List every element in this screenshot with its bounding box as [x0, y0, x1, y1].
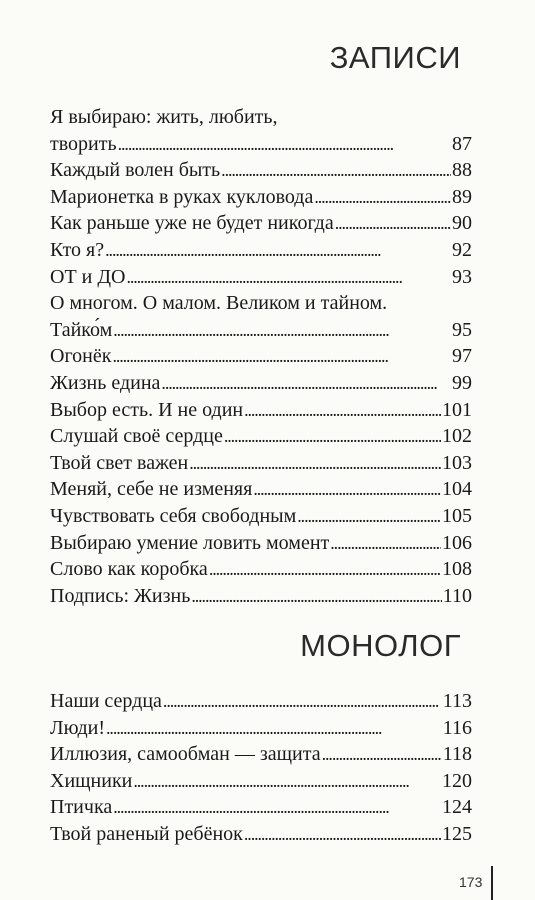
toc-entry-title: Каждый волен быть — [50, 159, 221, 182]
toc-entry-page: 104 — [442, 478, 472, 501]
toc-entry-title: творить — [50, 132, 117, 155]
toc-leader-dots — [209, 556, 441, 583]
toc-leader-dots — [244, 397, 441, 424]
toc-entry — [50, 370, 472, 397]
toc-entry-page: 118 — [442, 743, 472, 766]
toc-leader-dots — [297, 503, 441, 530]
toc-entry-page: 93 — [452, 265, 472, 288]
toc-entry-title: Кто я? — [50, 238, 105, 261]
toc-entry-page: 125 — [442, 822, 472, 845]
toc-entry — [50, 530, 472, 557]
toc-entry — [50, 821, 472, 848]
toc-entry — [50, 476, 472, 503]
toc-entry-title: Марионетка в руках кукловода — [50, 185, 314, 208]
toc-entry-page: 116 — [442, 716, 472, 739]
toc-entry — [50, 688, 472, 715]
toc-leader-dots — [112, 343, 451, 370]
toc-entry-title: Чувствовать себя свободным — [50, 504, 297, 527]
toc-entry-title: Птичка — [50, 796, 113, 819]
toc-entry-page: 110 — [442, 584, 472, 607]
toc-entry — [50, 237, 472, 264]
toc-entry — [50, 556, 472, 583]
toc-entry — [50, 343, 472, 370]
toc-entry-title: Твой раненый ребёнок — [50, 822, 243, 845]
toc-leader-dots — [133, 768, 441, 795]
toc-entry-title: Выбор есть. И не один — [50, 398, 244, 421]
toc-entry-page: 99 — [452, 371, 472, 394]
toc-leader-dots — [191, 583, 441, 610]
toc-entry-page: 106 — [442, 531, 472, 554]
toc-entry-title: Огонёк — [50, 345, 112, 368]
toc-leader-dots — [113, 794, 441, 821]
toc-entry — [50, 450, 472, 477]
toc-entry — [50, 715, 472, 742]
toc-entry-title: Я выбираю: жить, любить, — [50, 106, 278, 128]
toc-leader-dots — [161, 370, 451, 397]
toc-leader-dots — [105, 237, 451, 264]
toc-entry-page: 90 — [452, 212, 472, 235]
section-title-monolog: МОНОЛОГ — [300, 628, 461, 663]
toc-entry — [50, 794, 472, 821]
toc-entry — [50, 317, 472, 344]
toc-entry-page: 101 — [442, 398, 472, 421]
toc-entry-page: 105 — [442, 504, 472, 527]
toc-entry — [50, 264, 472, 291]
toc-entry-page: 120 — [442, 769, 472, 792]
toc-leader-dots — [221, 157, 451, 184]
toc-entry — [50, 210, 472, 237]
toc-entry-page: 92 — [452, 238, 472, 261]
toc-entry — [50, 290, 472, 317]
toc-entry-title: Слушай своё сердце — [50, 425, 223, 448]
toc-entry-title: Меняй, себе не изменяя — [50, 478, 253, 501]
toc-leader-dots — [106, 715, 442, 742]
toc-entry-title: Жизнь едина — [50, 371, 161, 394]
toc-entry — [50, 104, 472, 131]
toc-entry-page: 102 — [442, 425, 472, 448]
section-title-zapisi: ЗАПИСИ — [329, 40, 461, 75]
toc-leader-dots — [224, 423, 441, 450]
toc-leader-dots — [322, 741, 442, 768]
toc-entry-title: Подпись: Жизнь — [50, 584, 191, 607]
toc-entry-page: 97 — [452, 345, 472, 368]
toc-entry-page: 124 — [442, 796, 472, 819]
toc-entry-page: 95 — [452, 318, 472, 341]
toc-entry-title: Наши сердца — [50, 690, 162, 712]
page-number-rule — [491, 866, 493, 900]
toc-entry-title: Выбираю умение ловить момент — [50, 531, 330, 554]
toc-leader-dots — [163, 688, 442, 715]
toc-leader-dots — [253, 476, 441, 503]
toc-entry-title: О многом. О малом. Великом и тайном. — [50, 292, 388, 315]
toc-entry-title: Слово как коробка — [50, 558, 208, 581]
toc-entry — [50, 397, 472, 424]
toc-entry-page: 113 — [442, 690, 472, 712]
toc-leader-dots — [244, 821, 441, 848]
toc-entry-title: Тайко́м — [50, 318, 113, 341]
toc-leader-dots — [335, 210, 451, 237]
toc-entry — [50, 583, 472, 610]
toc-leader-dots — [189, 450, 441, 477]
toc-entry — [50, 503, 472, 530]
toc-list-monolog — [50, 688, 472, 848]
toc-list-zapisi — [50, 104, 472, 609]
toc-leader-dots — [113, 317, 451, 344]
toc-leader-dots — [314, 184, 451, 211]
toc-entry-page: 108 — [442, 558, 472, 581]
toc-entry-title: Люди! — [50, 716, 106, 739]
toc-entry-page: 88 — [452, 159, 472, 182]
toc-entry-page: 89 — [452, 185, 472, 208]
page-number: 173 — [459, 874, 483, 890]
toc-entry-title: Твой свет важен — [50, 451, 189, 474]
toc-leader-dots — [118, 131, 451, 158]
toc-entry — [50, 768, 472, 795]
toc-leader-dots — [126, 264, 451, 291]
toc-entry — [50, 131, 472, 158]
toc-entry — [50, 741, 472, 768]
toc-entry-title: Как раньше уже не будет никогда — [50, 212, 334, 235]
toc-leader-dots — [330, 530, 441, 557]
toc-entry — [50, 184, 472, 211]
toc-entry-title: ОТ и ДО — [50, 265, 126, 288]
toc-entry-title: Хищники — [50, 769, 133, 792]
toc-entry-page: 87 — [452, 132, 472, 155]
toc-entry-title: Иллюзия, самообман — защита — [50, 743, 321, 766]
toc-entry — [50, 157, 472, 184]
toc-entry — [50, 423, 472, 450]
toc-entry-page: 103 — [442, 451, 472, 474]
